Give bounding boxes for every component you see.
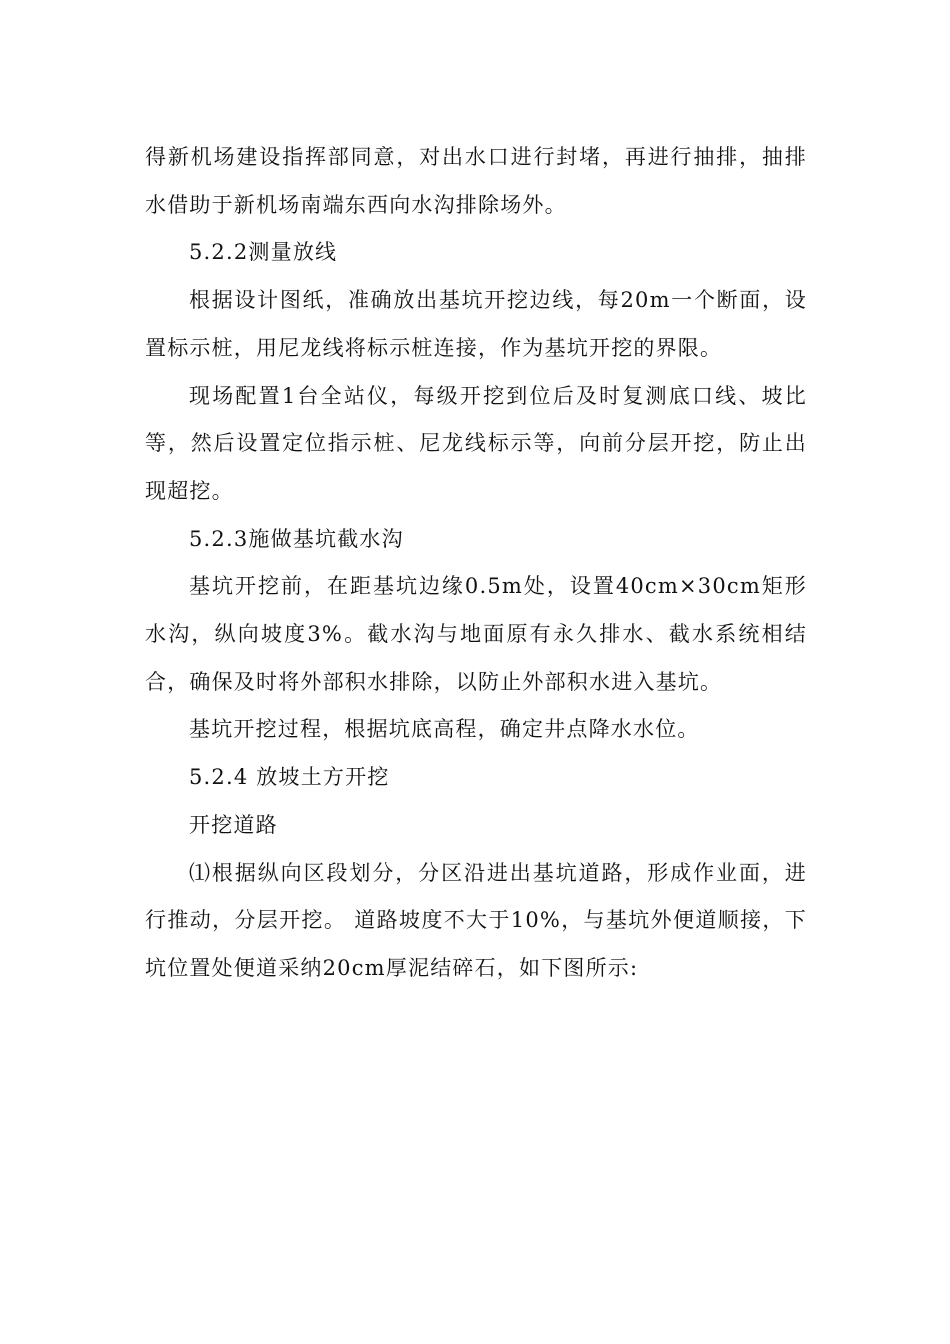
paragraph-survey-layout: 根据设计图纸，准确放出基坑开挖边线，每20m一个断面，设置标示桩，用尼龙线将标示桩连接，作为基坑开挖的界限。: [145, 288, 807, 360]
section-heading-5-2-2: 5.2.2测量放线: [189, 240, 338, 265]
section-heading-5-2-3: 5.2.3施做基坑截水沟: [189, 526, 404, 551]
section-heading-5-2-4: 5.2.4 放坡土方开挖: [189, 765, 390, 790]
paragraph-dewatering-level: 基坑开挖过程，根据坑底高程，确定井点降水水位。: [189, 717, 700, 742]
document-body: [145, 134, 807, 993]
paragraph-road-division: ⑴根据纵向区段划分，分区沿进出基坑道路，形成作业面，进行推动，分层开挖。 道路坡度不大于10%，与基坑外便道顺接，下坑位置处便道采纳20cm厚泥结碎石，如下图所示:: [145, 860, 807, 980]
paragraph-total-station: 现场配置1台全站仪，每级开挖到位后及时复测底口线、坡比等，然后设置定位指示桩、尼龙线标示等，向前分层开挖，防止出现超挖。: [145, 383, 807, 503]
subheading-excavation-road: 开挖道路: [189, 812, 278, 837]
paragraph-intercepting-ditch: 基坑开挖前，在距基坑边缘0.5m处，设置40cm×30cm矩形水沟，纵向坡度3%。截水沟与地面原有永久排水、截水系统相结合，确保及时将外部积水排除，以防止外部积水进入基坑。: [145, 574, 807, 694]
paragraph-continuation: 得新机场建设指挥部同意，对出水口进行封堵，再进行抽排，抽排水借助于新机场南端东西向水沟排除场外。: [145, 145, 807, 217]
